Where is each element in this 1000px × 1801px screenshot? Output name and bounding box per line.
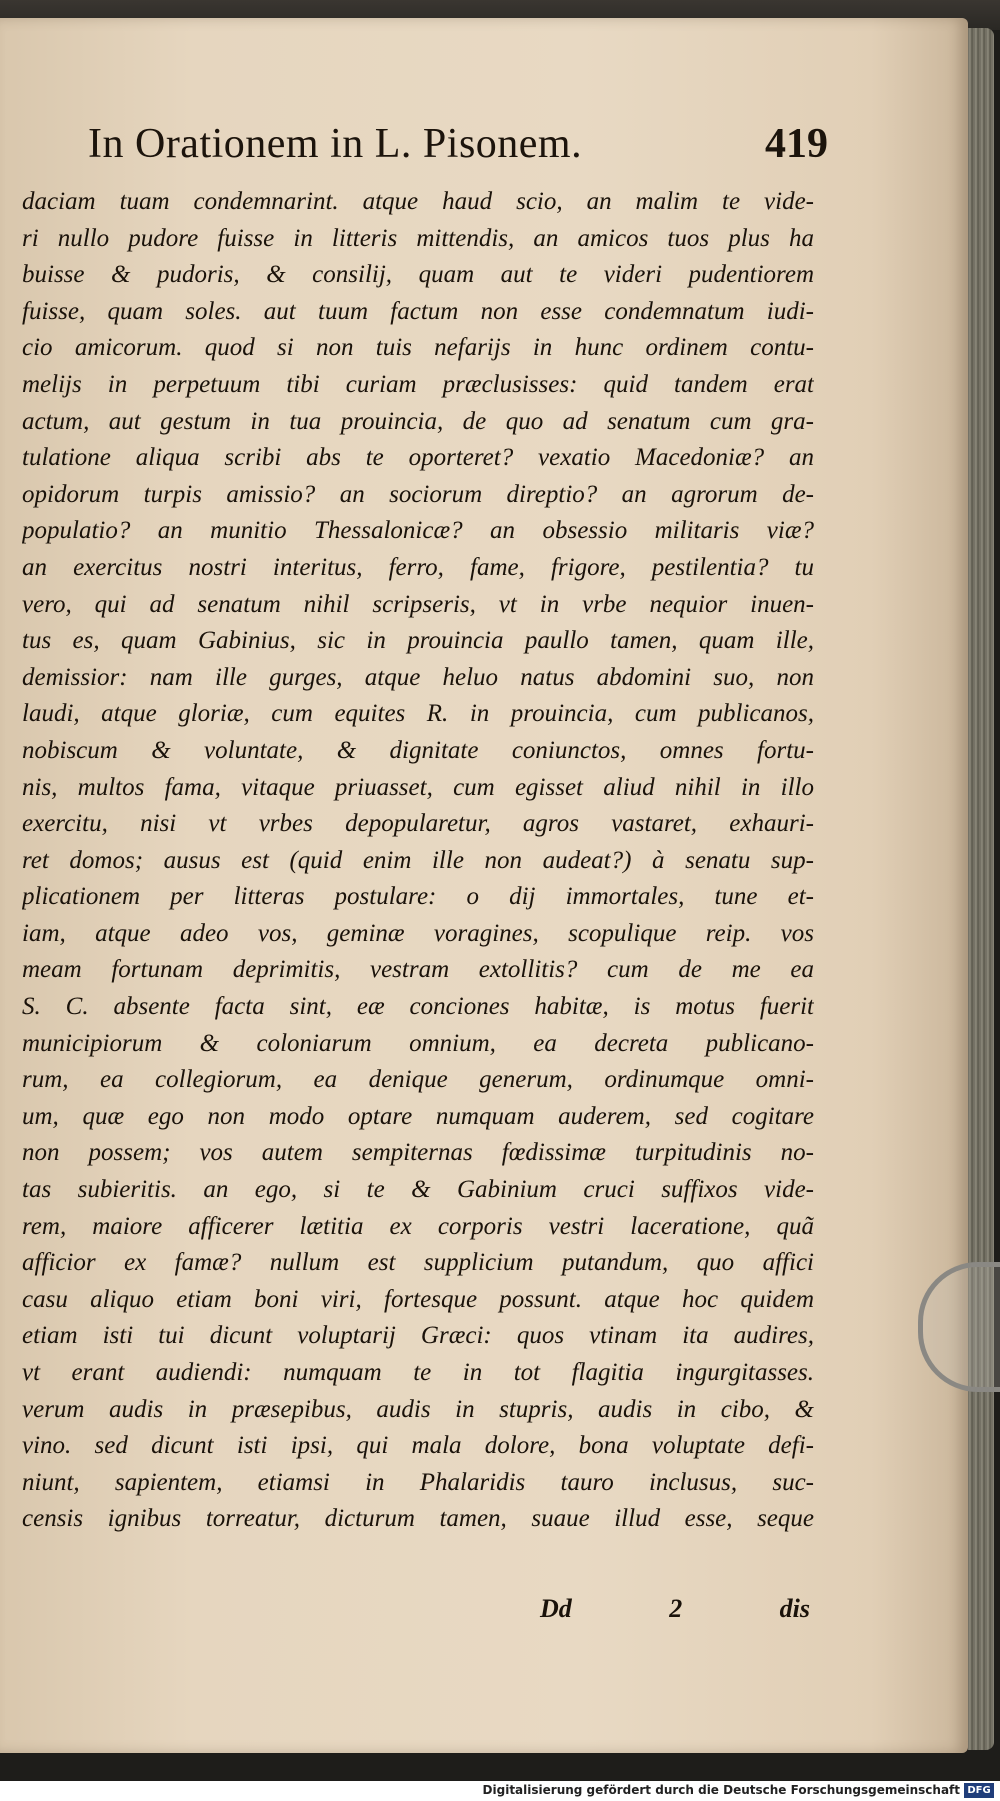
signature-line (540, 1594, 810, 1624)
text-line: meam fortunam deprimitis, vestram extollitis? cum de me ea (22, 956, 814, 984)
text-line: fuisse, quam soles. aut tuum factum non esse condemnatum iudi- (22, 297, 814, 325)
text-line: niunt, sapientem, etiamsi in Phalaridis tauro inclusus, suc- (22, 1468, 814, 1496)
signature-number: 2 (669, 1594, 683, 1623)
page-title: In Orationem in L. Pisonem. (88, 121, 583, 167)
text-line: ri nullo pudore fuisse in litteris mittendis, an amicos tuos plus ha (22, 224, 814, 252)
footer-credit: Digitalisierung gefördert durch die Deutsche Forschungsgemeinschaft (482, 1783, 960, 1797)
text-line: actum, aut gestum in tua prouincia, de quo ad senatum cum gra- (22, 407, 814, 435)
running-head (88, 120, 828, 176)
text-line: plicationem per litteras postulare: o dij immortales, tune et- (22, 883, 814, 911)
text-line: non possem; vos autem sempiternas fœdissimæ turpitudinis no- (22, 1139, 814, 1167)
text-line: ret domos; ausus est (quid enim ille non audeat?) à senatu sup- (22, 846, 814, 874)
text-line: vero, qui ad senatum nihil scripseris, vt in vrbe nequior inuen- (22, 590, 814, 618)
dfg-logo: DFG (964, 1783, 994, 1798)
text-line: etiam isti tui dicunt voluptarij Græci: quos vtinam ita audires, (22, 1322, 814, 1350)
page-number: 419 (765, 121, 828, 167)
text-line: opidorum turpis amissio? an sociorum direptio? an agrorum de- (22, 480, 814, 508)
text-line: nis, multos fama, vitaque priuasset, cum egisset aliud nihil in illo (22, 773, 814, 801)
text-line: iam, atque adeo vos, geminæ voragines, scopulique reip. vos (22, 919, 814, 947)
text-line: censis ignibus torreatur, dicturum tamen, suaue illud esse, seque (22, 1505, 814, 1533)
text-line: nobiscum & voluntate, & dignitate coniunctos, omnes fortu- (22, 736, 814, 764)
text-line: tulatione aliqua scribi abs te oporteret? vexatio Macedoniæ? an (22, 444, 814, 472)
text-line: tus es, quam Gabinius, sic in prouincia paullo tamen, quam ille, (22, 627, 814, 655)
signature-mark: Dd (540, 1594, 572, 1623)
text-line: rem, maiore afficerer lætitia ex corporis vestri laceratione, quã (22, 1212, 814, 1240)
text-line: populatio? an munitio Thessalonicæ? an obsessio militaris viæ? (22, 517, 814, 545)
text-line: melijs in perpetuum tibi curiam præclusisses: quid tandem erat (22, 370, 814, 398)
text-line: rum, ea collegiorum, ea denique generum, ordinumque omni- (22, 1066, 814, 1094)
body-text (22, 184, 814, 1538)
text-line: vino. sed dicunt isti ipsi, qui mala dolore, bona voluptate defi- (22, 1432, 814, 1460)
text-line: afficior ex famæ? nullum est supplicium putandum, quo affici (22, 1249, 814, 1277)
text-line: municipiorum & coloniarum omnium, ea decreta publicano- (22, 1029, 814, 1057)
text-line: casu aliquo etiam boni viri, fortesque possunt. atque hoc quidem (22, 1285, 814, 1313)
text-line: S. C. absente facta sint, eæ conciones habitæ, is motus fuerit (22, 993, 814, 1021)
text-line: exercitu, nisi vt vrbes depopularetur, agros vastaret, exhauri- (22, 810, 814, 838)
text-line: tas subieritis. an ego, si te & Gabinium cruci suffixos vide- (22, 1176, 814, 1204)
text-line: vt erant audiendi: numquam te in tot flagitia ingurgitasses. (22, 1359, 814, 1386)
text-line: cio amicorum. quod si non tuis nefarijs in hunc ordinem contu- (22, 334, 814, 362)
text-line: verum audis in præsepibus, audis in stupris, audis in cibo, & (22, 1395, 814, 1423)
text-line: buisse & pudoris, & consilij, quam aut te videri pudentiorem (22, 261, 814, 289)
text-line: daciam tuam condemnarint. atque haud scio, an malim te vide- (22, 188, 814, 215)
text-line: um, quæ ego non modo optare numquam auderem, sed cogitare (22, 1102, 814, 1130)
book-page-edges (968, 28, 994, 1750)
catchword: dis (779, 1594, 810, 1623)
text-line: an exercitus nostri interitus, ferro, fame, frigore, pestilentia? tu (22, 553, 814, 581)
text-line: demissior: nam ille gurges, atque heluo natus abdomini suo, non (22, 663, 814, 691)
text-line: laudi, atque gloriæ, cum equites R. in prouincia, cum publicanos, (22, 700, 814, 728)
